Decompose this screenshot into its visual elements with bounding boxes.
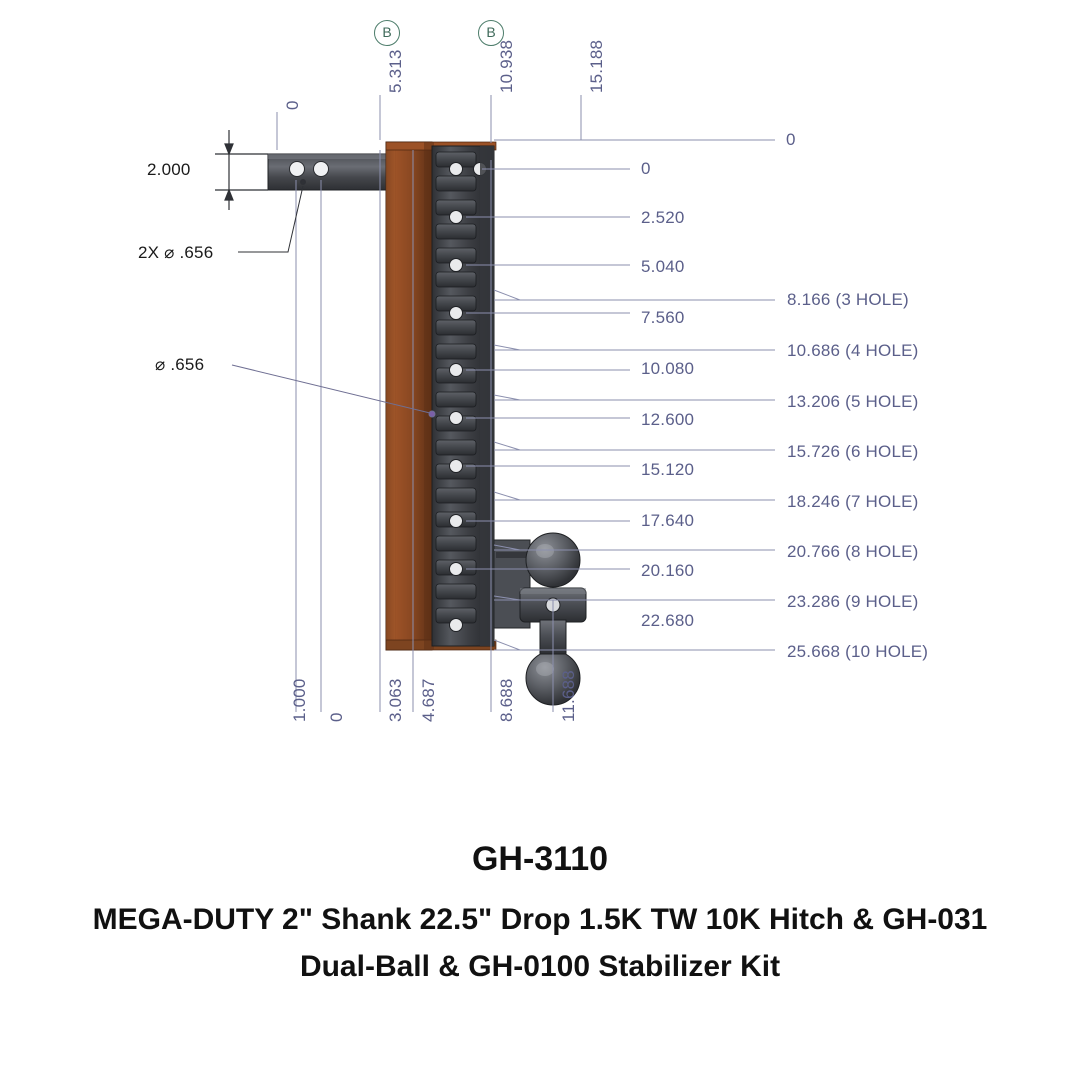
dim-bottom-3063: 3.063	[386, 678, 405, 722]
dim-right-15120: 15.120	[641, 460, 695, 479]
product-description-line-2: Dual-Ball & GH-0100 Stabilizer Kit	[299, 949, 781, 983]
dim-top-15188: 15.188	[587, 39, 606, 93]
dim-hole-2x-656: 2X ⌀ .656	[138, 243, 214, 262]
dim-right-7560: 7.560	[641, 308, 685, 327]
dim-hole-5: 13.206 (5 HOLE)	[787, 392, 919, 411]
dim-height-2000: 2.000	[147, 160, 191, 179]
dim-hole-7: 18.246 (7 HOLE)	[787, 492, 919, 511]
dim-bottom-8688: 8.688	[497, 678, 516, 722]
dim-hole-10: 25.668 (10 HOLE)	[787, 642, 929, 661]
dim-hole-656: ⌀ .656	[155, 355, 205, 374]
height-dimension-2000	[215, 130, 268, 210]
dim-top-5313: 5.313	[386, 49, 405, 93]
dim-top-10938: 10.938	[497, 39, 516, 93]
dim-hole-4: 10.686 (4 HOLE)	[787, 341, 919, 360]
dim-hole-6: 15.726 (6 HOLE)	[787, 442, 919, 461]
dim-hole-8: 20.766 (8 HOLE)	[787, 542, 919, 561]
title-block	[0, 840, 1080, 990]
dim-hole-9: 23.286 (9 HOLE)	[787, 592, 919, 611]
dim-bottom-4687: 4.687	[419, 678, 438, 722]
dim-bottom-11688: 11.688	[559, 670, 578, 722]
dim-right-12600: 12.600	[641, 410, 695, 429]
part-number: GH-3110	[471, 840, 609, 878]
dim-right-5040: 5.040	[641, 257, 685, 276]
dim-right-2520: 2.520	[641, 208, 685, 227]
dim-right-22680: 22.680	[641, 611, 695, 630]
dim-right-20160: 20.160	[641, 561, 695, 580]
balloon-marker-b-1[interactable]: B	[374, 20, 400, 46]
dim-right-17640: 17.640	[641, 511, 695, 530]
dim-bottom-0: 0	[327, 712, 346, 722]
product-description-line-1: MEGA-DUTY 2" Shank 22.5" Drop 1.5K TW 10K Hitch & GH-031	[92, 903, 988, 936]
dim-right-0-top: 0	[786, 130, 796, 149]
dim-top-0: 0	[283, 100, 302, 110]
dim-right-0: 0	[641, 159, 651, 178]
dim-right-10080: 10.080	[641, 359, 695, 378]
dim-bottom-1000: 1.000	[290, 678, 309, 722]
balloon-marker-b-2[interactable]: B	[478, 20, 504, 46]
shank-tube	[268, 154, 386, 190]
dim-hole-3: 8.166 (3 HOLE)	[787, 290, 909, 309]
toothed-channel	[432, 146, 494, 646]
